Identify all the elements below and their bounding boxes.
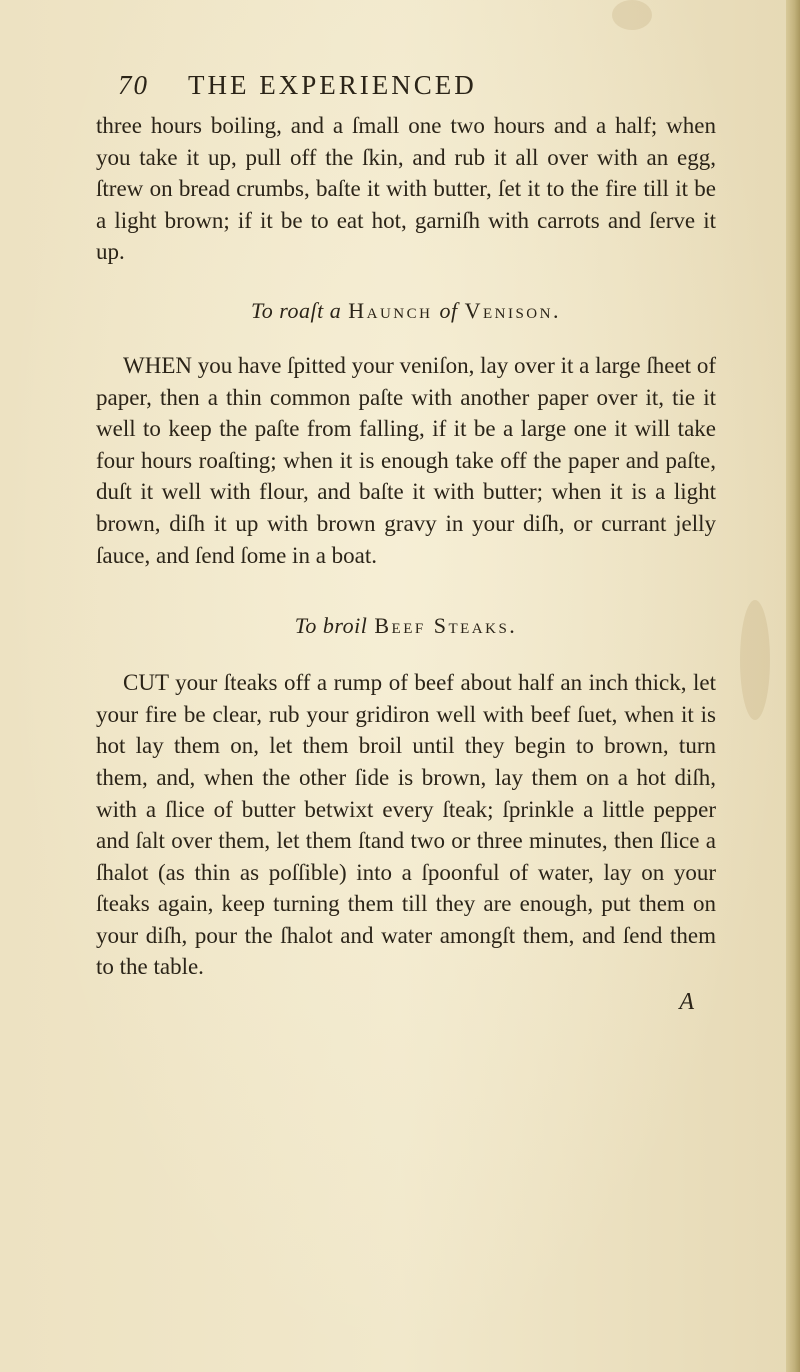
recipe-body-beef-steaks: CUT your ſteaks off a rump of beef about half an inch thick, let your fire be clear, rub your gridiron well with beef ſuet, when it is hot lay them on, let them broil until they begin to brown, turn them, and, when the other ſide is brown, lay them on a hot diſh, with a ſlice of butter betwixt every ſteak; ſprinkle a little pepper and ſalt over them, let them ſtand two or three minutes, then ſlice a ſhalot (as thin as poſſible) into a ſpoonful of water, lay on your ſteaks again, keep turning them till they are enough, put them on your diſh, pour the ſhalot and water amongſt them, and ſend them to the table. bbox=[96, 670, 716, 980]
recipe-title-beef-steaks bbox=[96, 613, 716, 639]
recipe-title-noun2: Venison. bbox=[464, 297, 561, 323]
recipe-title-noun: Beef Steaks. bbox=[374, 613, 518, 639]
page-number: 70 bbox=[118, 70, 149, 100]
intro-paragraph: three hours boiling, and a ſmall one two hours and a half; when you take it up, pull off the ſkin, and rub it all over with an egg, ſtrew on bread crumbs, baſte it with butter, ſet it to the fire till it be a light brown; if it be to eat hot, garniſh with carrots and ſerve it up. bbox=[96, 113, 716, 265]
recipe-title-noun: Haunch bbox=[348, 297, 433, 323]
recipe-title-prefix: To roaſt a bbox=[251, 297, 342, 323]
page-content bbox=[96, 70, 716, 1016]
catchword: A bbox=[679, 989, 694, 1016]
paper-stain bbox=[740, 600, 770, 720]
paper-stain bbox=[612, 0, 652, 30]
running-head bbox=[96, 70, 716, 110]
recipe-title-venison bbox=[96, 298, 716, 324]
page-gutter bbox=[786, 0, 800, 1372]
running-title: THE EXPERIENCED bbox=[188, 70, 477, 100]
recipe-title-prefix: To broil bbox=[294, 613, 368, 639]
recipe-body-venison: WHEN you have ſpitted your veniſon, lay over it a large ſheet of paper, then a thin common paſte with another paper over it, tie it well to keep the paſte from falling, if it be a large one it will take four hours roaſting; when it is enough take off the paper and paſte, duſt it well with flour, and baſte it with butter; when it is a light brown, diſh it up with brown gravy in your diſh, or currant jelly ſauce, and ſend ſome in a boat. bbox=[96, 352, 716, 568]
recipe-title-of: of bbox=[439, 297, 458, 323]
